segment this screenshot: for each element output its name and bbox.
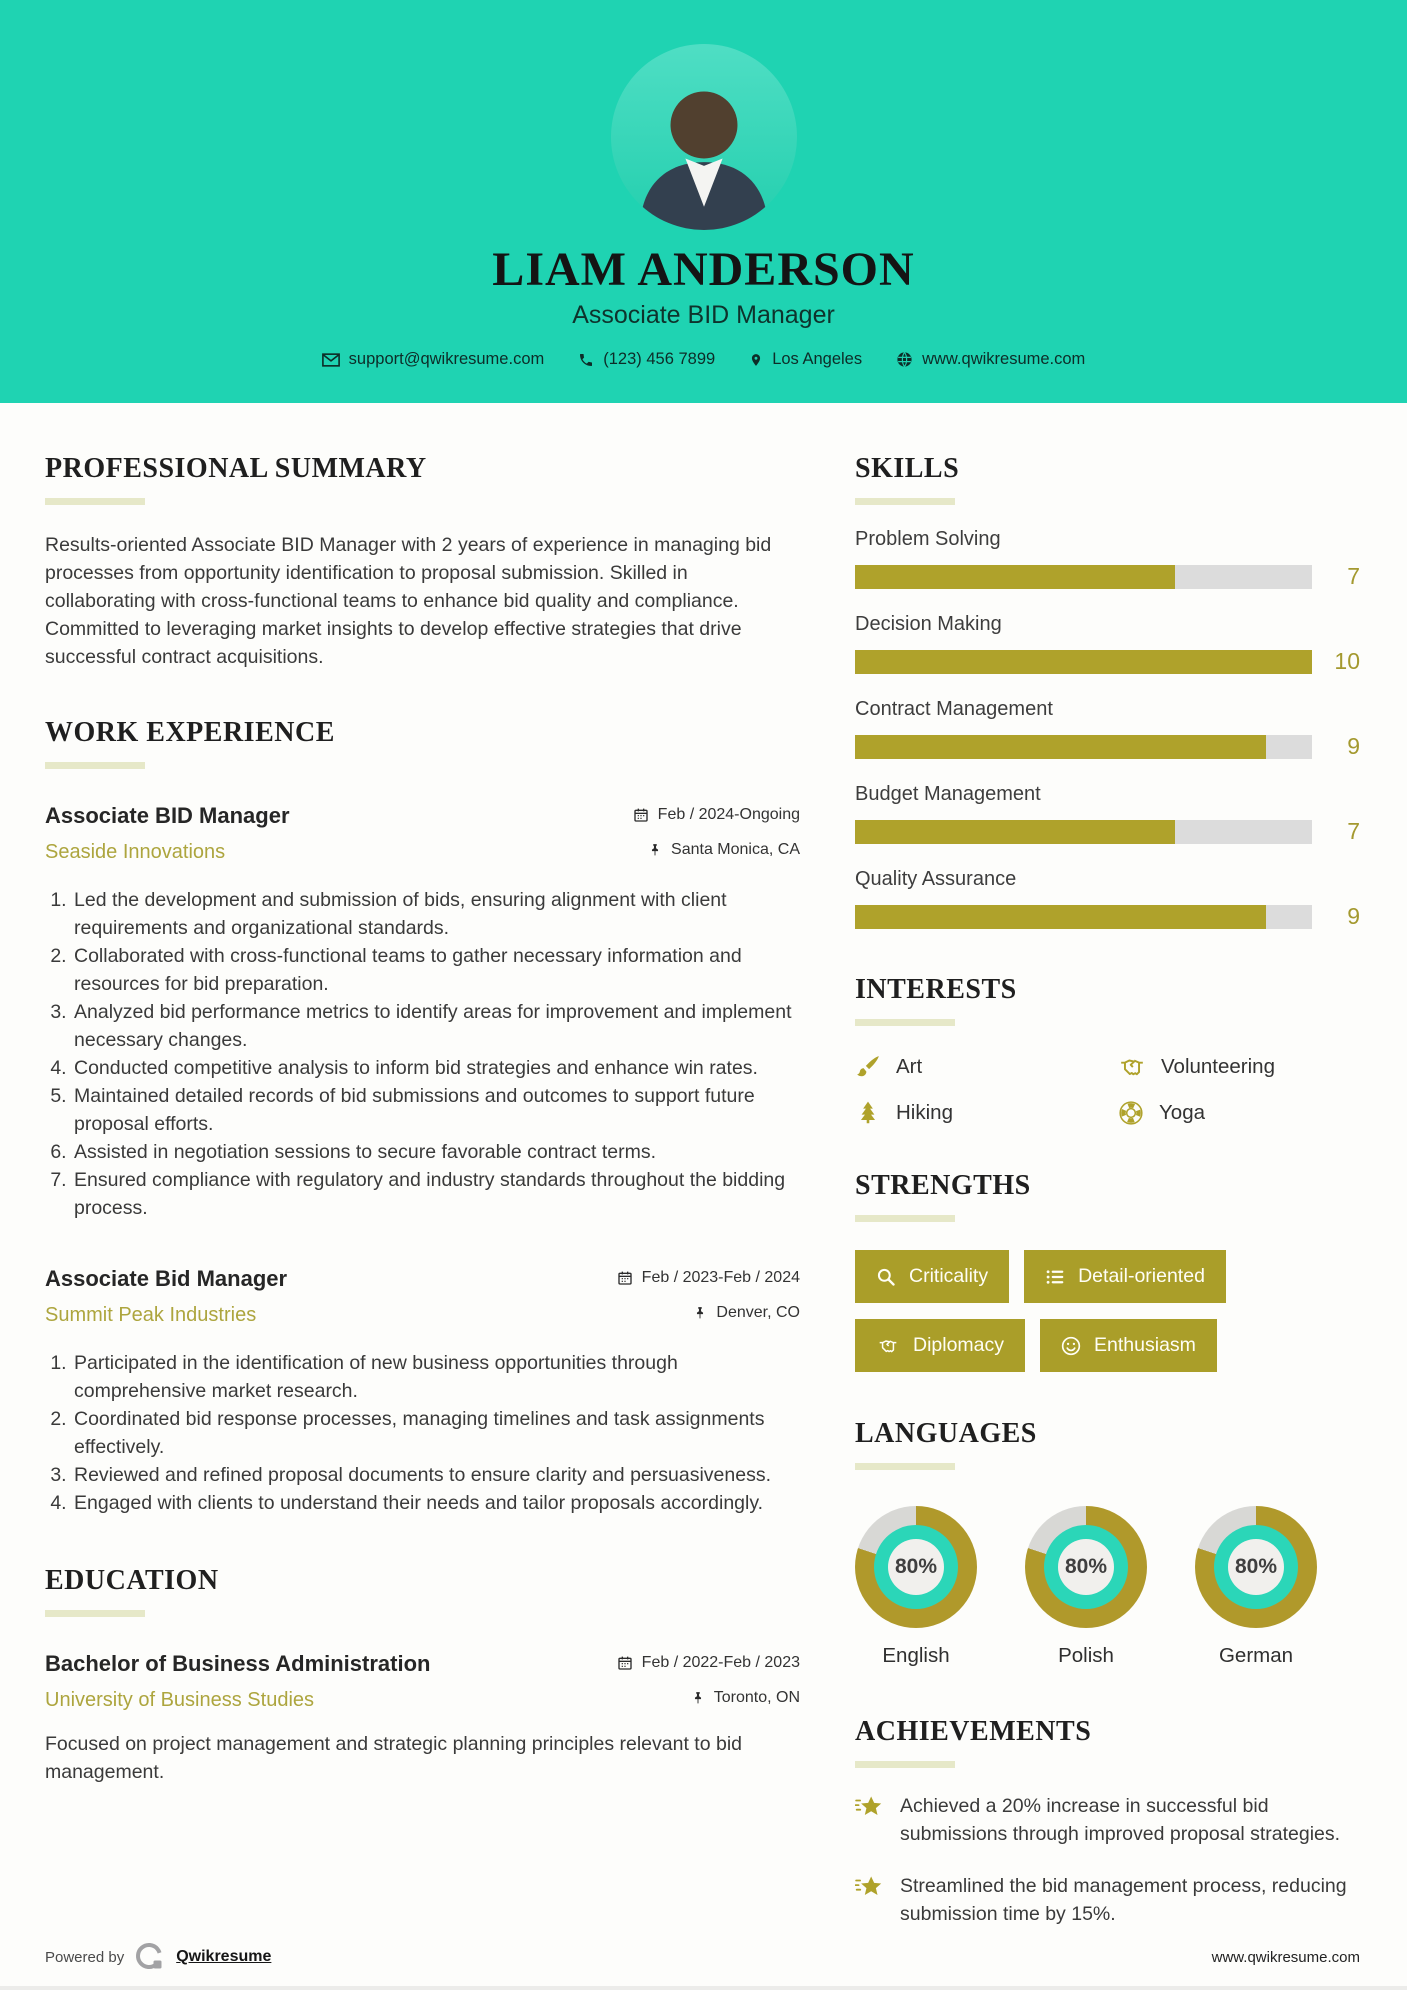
- skill-label: Budget Management: [855, 783, 1041, 805]
- section-languages: [855, 1418, 1360, 1668]
- strength-label: Criticality: [909, 1265, 989, 1287]
- section-education: [45, 1565, 800, 1786]
- language-item: [855, 1506, 977, 1668]
- pushpin-icon: [648, 842, 662, 858]
- language-percent: 80%: [1058, 1539, 1114, 1595]
- skill-bar-fill: [855, 565, 1175, 589]
- contact-location[interactable]: Los Angeles: [739, 350, 872, 369]
- company-name: Summit Peak Industries: [45, 1304, 257, 1326]
- skill-item: [855, 783, 1360, 845]
- page-bottom-strip: [0, 1986, 1407, 1990]
- header: [0, 0, 1407, 403]
- job-location: Denver, CO: [693, 1304, 800, 1322]
- job-bullet: 1. Led the development and submission of bids, ensuring alignment with client requirements and organizational standards.: [72, 886, 800, 942]
- skill-label: Decision Making: [855, 613, 1002, 635]
- language-donut-chart: [855, 1506, 977, 1628]
- section-skills: [855, 453, 1360, 930]
- skill-value: 7: [1347, 563, 1360, 589]
- qwikresume-logo: [134, 1941, 166, 1973]
- job-dates: Feb / 2024-Ongoing: [633, 806, 800, 824]
- heading-underline: [45, 762, 145, 769]
- language-label: Polish: [1058, 1644, 1114, 1667]
- qwikresume-link[interactable]: Qwikresume: [176, 1948, 272, 1965]
- language-percent: 80%: [1228, 1539, 1284, 1595]
- skill-bar: [855, 820, 1312, 844]
- job-title: Associate Bid Manager: [45, 1266, 288, 1291]
- skill-bar-fill: [855, 650, 1312, 674]
- skill-value: 9: [1347, 903, 1360, 929]
- powered-by-label: Powered by: [45, 1948, 125, 1966]
- job-entry: [45, 1266, 800, 1517]
- achievement-item: [855, 1872, 1360, 1928]
- job-bullet: 5. Maintained detailed records of bid submissions and outcomes to support future proposal efforts.: [72, 1082, 800, 1138]
- heading-underline: [855, 498, 955, 505]
- section-interests: [855, 974, 1360, 1126]
- language-donut-chart: [1025, 1506, 1147, 1628]
- section-heading: EDUCATION: [45, 1565, 219, 1596]
- section-heading: STRENGTHS: [855, 1170, 1031, 1201]
- language-percent: 80%: [888, 1539, 944, 1595]
- strength-label: Detail-oriented: [1078, 1265, 1205, 1287]
- skill-value: 7: [1347, 818, 1360, 844]
- job-bullet: 6. Assisted in negotiation sessions to secure favorable contract terms.: [72, 1138, 800, 1166]
- shooting-star-icon: [855, 1874, 885, 1902]
- skill-bar: [855, 735, 1312, 759]
- section-work-experience: [45, 717, 800, 1517]
- lifebuoy-icon: [1118, 1100, 1144, 1126]
- job-bullet-list: [45, 1349, 800, 1517]
- calendar-icon: [617, 1655, 633, 1671]
- left-column: [45, 453, 800, 1928]
- section-heading: PROFESSIONAL SUMMARY: [45, 453, 427, 484]
- section-professional-summary: [45, 453, 800, 671]
- job-title: Associate BID Manager: [45, 803, 290, 828]
- language-item: [1025, 1506, 1147, 1668]
- handshake-icon: [876, 1336, 900, 1356]
- company-name: Seaside Innovations: [45, 841, 226, 863]
- achievement-item: [855, 1792, 1360, 1848]
- globe-icon: [896, 351, 913, 368]
- skill-label: Problem Solving: [855, 528, 1001, 550]
- interest-label: Hiking: [896, 1101, 953, 1124]
- list-icon: [1045, 1267, 1065, 1287]
- section-heading: LANGUAGES: [855, 1418, 1037, 1449]
- section-strengths: [855, 1170, 1360, 1372]
- candidate-name: LIAM ANDERSON: [492, 243, 915, 296]
- skill-label: Quality Assurance: [855, 868, 1017, 890]
- skill-bar: [855, 650, 1312, 674]
- contact-row: [0, 350, 1407, 369]
- contact-email[interactable]: support@qwikresume.com: [312, 350, 555, 369]
- interest-label: Yoga: [1159, 1101, 1205, 1124]
- map-pin-icon: [749, 351, 763, 369]
- language-label: German: [1218, 1644, 1294, 1667]
- skill-bar-fill: [855, 820, 1175, 844]
- contact-website[interactable]: www.qwikresume.com: [886, 350, 1095, 369]
- smiley-icon: [1061, 1336, 1081, 1356]
- strength-badge: [855, 1319, 1025, 1372]
- interest-item: [1118, 1100, 1360, 1126]
- language-label: English: [882, 1644, 950, 1667]
- interest-item: [1118, 1054, 1360, 1080]
- right-column: [855, 453, 1360, 1928]
- strength-label: Diplomacy: [913, 1334, 1005, 1356]
- job-location: Santa Monica, CA: [648, 841, 800, 859]
- interest-label: Art: [896, 1055, 923, 1078]
- heading-underline: [855, 1215, 955, 1222]
- content: [0, 403, 1407, 1928]
- shooting-star-icon: [855, 1794, 885, 1822]
- skill-bar-fill: [855, 735, 1266, 759]
- interest-label: Volunteering: [1161, 1055, 1275, 1078]
- job-bullet-list: [45, 886, 800, 1222]
- envelope-icon: [322, 353, 340, 367]
- strength-badge: [855, 1250, 1009, 1303]
- job-entry: [45, 803, 800, 1222]
- skill-label: Contract Management: [855, 698, 1053, 720]
- heading-underline: [855, 1019, 955, 1026]
- heading-underline: [855, 1761, 955, 1768]
- strength-badge: [1040, 1319, 1217, 1372]
- paintbrush-icon: [855, 1054, 881, 1080]
- handshake-icon: [1118, 1054, 1146, 1080]
- heading-underline: [45, 498, 145, 505]
- person-silhouette-icon: [611, 58, 797, 230]
- education-entry: [45, 1651, 800, 1786]
- education-location: Toronto, ON: [691, 1689, 800, 1707]
- degree-title: Bachelor of Business Administration: [45, 1651, 431, 1676]
- job-bullet: 3. Analyzed bid performance metrics to identify areas for improvement and implement necessary changes.: [72, 998, 800, 1054]
- achievement-text: Streamlined the bid management process, reducing submission time by 15%.: [900, 1875, 1347, 1925]
- section-achievements: [855, 1716, 1360, 1928]
- pine-tree-icon: [855, 1100, 881, 1126]
- skill-value: 9: [1347, 733, 1360, 759]
- achievement-text: Achieved a 20% increase in successful bid submissions through improved proposal strategies.: [900, 1795, 1341, 1845]
- calendar-icon: [633, 807, 649, 823]
- skill-bar: [855, 905, 1312, 929]
- footer-website[interactable]: www.qwikresume.com: [1211, 1948, 1360, 1966]
- skill-item: [855, 868, 1360, 930]
- job-bullet: 2. Collaborated with cross-functional teams to gather necessary information and resources for bid preparation.: [72, 942, 800, 998]
- magnifier-icon: [876, 1267, 896, 1287]
- job-dates: Feb / 2023-Feb / 2024: [617, 1269, 800, 1287]
- calendar-icon: [617, 1270, 633, 1286]
- section-heading: SKILLS: [855, 453, 960, 484]
- job-bullet: 1. Participated in the identification of new business opportunities through comprehensive market research.: [72, 1349, 800, 1405]
- job-bullet: 4. Engaged with clients to understand their needs and tailor proposals accordingly.: [72, 1489, 800, 1517]
- language-item: [1195, 1506, 1317, 1668]
- candidate-title: Associate BID Manager: [572, 301, 835, 329]
- heading-underline: [45, 1610, 145, 1617]
- contact-phone[interactable]: (123) 456 7899: [568, 350, 725, 369]
- language-donut-chart: [1195, 1506, 1317, 1628]
- strength-badge: [1024, 1250, 1226, 1303]
- strength-label: Enthusiasm: [1094, 1334, 1196, 1356]
- education-dates: Feb / 2022-Feb / 2023: [617, 1654, 800, 1672]
- section-heading: INTERESTS: [855, 974, 1017, 1005]
- skill-item: [855, 528, 1360, 590]
- summary-text: Results-oriented Associate BID Manager with 2 years of experience in managing bid processes from opportunity identification to proposal submission. Skilled in collaborating with cross-functional teams to enhance bid quality and compliance. Committed to leveraging market insights to develop effective strategies that drive successful contract acquisitions.: [45, 534, 772, 668]
- skill-item: [855, 698, 1360, 760]
- skill-bar-fill: [855, 905, 1266, 929]
- skill-value: 10: [1334, 648, 1360, 674]
- skill-bar: [855, 565, 1312, 589]
- education-description: Focused on project management and strategic planning principles relevant to bid management.: [45, 1733, 743, 1783]
- job-bullet: 7. Ensured compliance with regulatory and industry standards throughout the bidding process.: [72, 1166, 800, 1222]
- skill-item: [855, 613, 1360, 675]
- footer: [0, 1928, 1407, 1986]
- pushpin-icon: [691, 1690, 705, 1706]
- section-heading: ACHIEVEMENTS: [855, 1716, 1092, 1747]
- pushpin-icon: [693, 1305, 707, 1321]
- school-name: University of Business Studies: [45, 1689, 315, 1711]
- job-bullet: 4. Conducted competitive analysis to inform bid strategies and enhance win rates.: [72, 1054, 800, 1082]
- heading-underline: [855, 1463, 955, 1470]
- section-heading: WORK EXPERIENCE: [45, 717, 335, 748]
- interest-item: [855, 1100, 1118, 1126]
- interest-item: [855, 1054, 1118, 1080]
- job-bullet: 2. Coordinated bid response processes, managing timelines and task assignments effectively.: [72, 1405, 800, 1461]
- job-bullet: 3. Reviewed and refined proposal documents to ensure clarity and persuasiveness.: [72, 1461, 800, 1489]
- phone-icon: [578, 352, 594, 368]
- profile-photo: [611, 44, 797, 230]
